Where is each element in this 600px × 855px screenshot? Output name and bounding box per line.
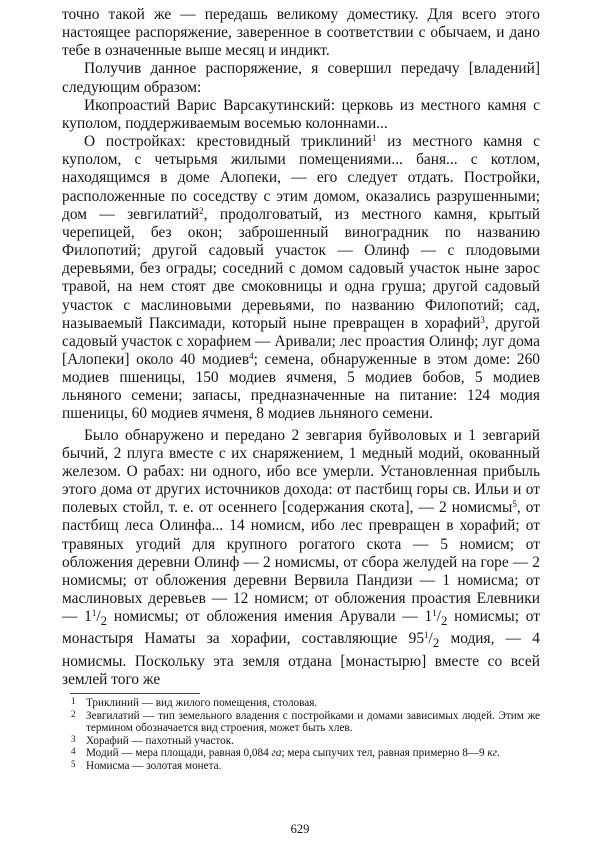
superscript: 1: [91, 608, 97, 619]
paragraph: [62, 60, 540, 96]
subscript: 2: [440, 614, 448, 629]
text-run: номисмы; от обложения имения Арували — 1: [107, 608, 433, 626]
superscript: 2: [199, 205, 204, 216]
text-run: ; семена, обнаруженные в этом доме: 260 модиев пшеницы, 150 модиев ячменя, 5 модиев бобов, 5 модиев льняного семени; запасы, предназначенные на питание: 124 модия пшеницы, 60 модиев ячменя, 8 модиев льняного семени.: [62, 350, 540, 423]
superscript: 4: [249, 350, 254, 361]
text-run: , продолговатый, из местного камня, крытый черепицей, без окон; заброшенный виноградник по названию Филопотий; другой садовый участок — Олинф — с плодовыми деревьями, без ограды; соседний с домом садовый участок ныне зарос травой, на нем стоят две смоковницы и одна груша; другой садовый участок с маслиновыми деревьями, по названию Филопотий; сад, называемый Паксимади, который ныне превращен в хорафий: [62, 205, 540, 332]
footnote-number: 2: [71, 708, 76, 719]
footnote-number: 5: [71, 758, 76, 769]
footnotes: [62, 697, 540, 773]
text-run: Зевгилатий — тип земельного владения с постройками и домами зависимых людей. Этим же термином обозначается вид строения, может быть хлев.: [86, 709, 540, 735]
page-body: [62, 6, 540, 773]
superscript: 1: [432, 608, 437, 619]
text-run: из местного камня с куполом, с четырьмя жилыми помещениями... баня... с котлом, находящимся в доме Алопеки, — его следует отдать. Постройки, расположенные по соседству с этим домом, оказались разрушенными; дом — зевгилатий: [62, 133, 540, 223]
footnote: [62, 760, 540, 773]
main-text: [62, 6, 540, 689]
paragraph: [62, 97, 540, 133]
text-run: , другой садовый участок с хорафием — Аривали; лес проастия Олинф; луг дома [Алопеки] около 40 модиев: [62, 314, 541, 368]
paragraph: [62, 427, 540, 689]
text-run: /: [428, 630, 433, 648]
text-run: /: [96, 608, 101, 626]
text-run: , от пастбищ леса Олинфа... 14 номисм, ибо лес превращен в хорафий; от травяных угодий для крупного рогатого скота — 5 номисм; от обложения деревни Олинф — 2 номисмы, от сбора желудей на горе — 2 номисмы; от обложения деревни Вервила Пандизи — 1 номисма; от маслиновых деревьев — 12 номисм; от обложения проастия Елевники — 1: [62, 499, 540, 626]
footnote: [62, 747, 540, 760]
text-run: модия, — 4 номисмы. Поскольку эта земля отдана [монастырю] вместе со всей землей того же: [62, 630, 540, 688]
footnote-number: 3: [71, 733, 76, 744]
text-run: О постройках: крестовидный триклиний: [84, 133, 372, 151]
text-run: Получив данное распоряжение, я совершил передачу [владений] следующим образом:: [62, 60, 540, 96]
page-number: 629: [290, 822, 310, 836]
italic-unit: га: [271, 747, 282, 760]
text-run: Хорафий — пахотный участок.: [86, 734, 234, 747]
footnote: [62, 710, 540, 735]
superscript: 1: [371, 133, 377, 144]
footnote-rule: [70, 693, 200, 694]
text-run: Икопроастий Варис Варсакутинский: церковь из местного камня с куполом, поддерживаемым восемью колоннами...: [62, 96, 540, 132]
superscript: 1: [424, 630, 429, 641]
paragraph: [62, 6, 540, 60]
italic-unit: кг: [487, 747, 497, 760]
subscript: 2: [432, 636, 440, 651]
paragraph: [62, 133, 540, 424]
text-run: точно такой же — передашь великому доместику. Для всего этого настоящее распоряжение, заверенное в соответствии с обычаем, и дано тебе в означенные выше месяц и индикт.: [62, 6, 540, 60]
footnote: [62, 697, 540, 710]
footnote-number: 1: [71, 695, 76, 706]
text-run: ; мера сыпучих тел, равная примерно 8—9: [281, 747, 488, 760]
footnote: [62, 735, 540, 748]
superscript: 3: [480, 314, 485, 325]
subscript: 2: [100, 614, 108, 629]
superscript: 5: [512, 499, 517, 510]
text-run: Было обнаружено и передано 2 зевгария буйволовых и 1 зевгарий бычий, 2 плуга вместе с их снаряжением, 1 медный модий, окованный железом. О рабах: ни одного, ибо все умерли. Установленная прибыль этого дома от других источников дохода: от пастбищ горы св. Ильи и от полевых стойл, т. е. от осеннего [содержания скота], — 2 номисмы: [62, 426, 540, 517]
text-run: /: [436, 608, 441, 626]
footnote-number: 4: [71, 746, 76, 757]
text-run: .: [497, 747, 500, 760]
text-run: Номисма — золотая монета.: [86, 759, 222, 772]
text-run: Модий — мера площади, равная 0,084: [86, 747, 272, 760]
text-run: Триклиний — вид жилого помещения, столовая.: [86, 696, 318, 709]
text-run: номисмы; от монастыря Наматы за хорафии, составляющие 95: [62, 608, 540, 648]
